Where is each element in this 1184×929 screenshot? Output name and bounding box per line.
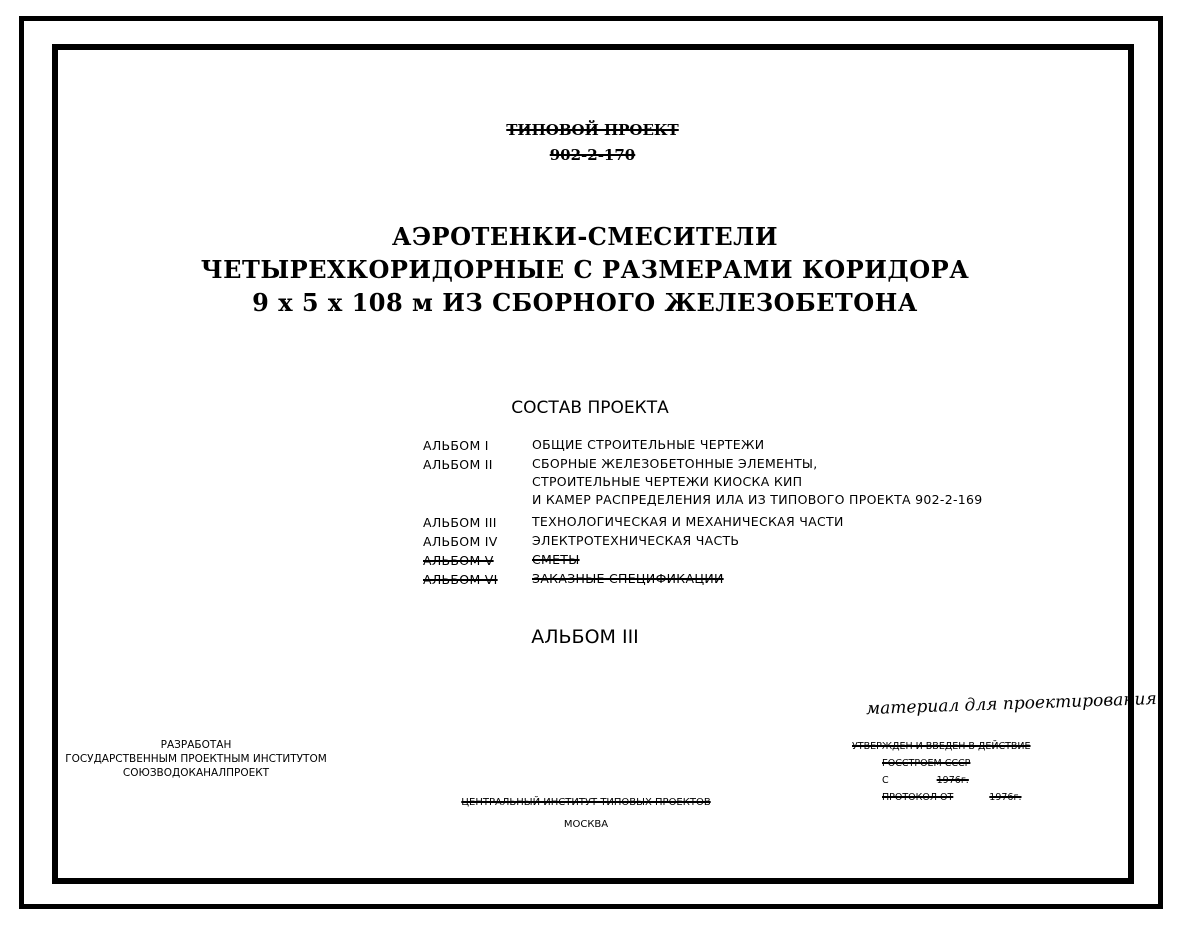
album-description-line: ТЕХНОЛОГИЧЕСКАЯ И МЕХАНИЧЕСКАЯ ЧАСТИ [532, 514, 844, 529]
developer-block [62, 738, 330, 780]
album-description-line: ЗАКАЗНЫЕ СПЕЦИФИКАЦИИ [532, 571, 724, 586]
approval-date-year: 1976г. [936, 775, 969, 786]
developer-line-1: РАЗРАБОТАН [160, 739, 232, 751]
album-description [532, 570, 1043, 589]
album-description-line: И КАМЕР РАСПРЕДЕЛЕНИЯ ИЛА ИЗ ТИПОВОГО ПРОЕКТА 902-2-169 [532, 492, 983, 507]
album-description [532, 436, 1043, 455]
developer-line-2: ГОСУДАРСТВЕННЫМ ПРОЕКТНЫМ ИНСТИТУТОМ [65, 753, 327, 765]
project-number: 902-2-170 [549, 146, 636, 164]
album-description [532, 532, 1043, 551]
album-description [532, 513, 1043, 532]
approval-protocol-year: 1976г. [989, 792, 1022, 803]
approval-line-1: УТВЕРЖДЕН И ВВЕДЕН В ДЕЙСТВИЕ [852, 741, 1031, 752]
composition-heading: СОСТАВ ПРОЕКТА [511, 398, 669, 418]
publisher-block [455, 792, 717, 836]
developer-line-3: СОЮЗВОДОКАНАЛПРОЕКТ [122, 767, 270, 779]
album-row [423, 570, 1043, 589]
album-label: АЛЬБОМ II [423, 457, 493, 472]
approval-date-prefix: С [882, 775, 889, 786]
album-label: АЛЬБОМ I [423, 438, 489, 453]
album-label: АЛЬБОМ III [423, 515, 497, 530]
album-row [423, 455, 1043, 509]
title-line-2: ЧЕТЫРЕХКОРИДОРНЫЕ С РАЗМЕРАМИ КОРИДОРА [200, 255, 970, 284]
album-row [423, 532, 1043, 551]
title-line-1: АЭРОТЕНКИ-СМЕСИТЕЛИ [391, 222, 779, 251]
album-row [423, 436, 1043, 455]
album-label: АЛЬБОМ VI [423, 572, 498, 587]
approval-line-2: ГОССТРОЕМ СССР [882, 758, 971, 769]
album-label: АЛЬБОМ V [423, 553, 494, 568]
album-label: АЛЬБОМ IV [423, 534, 498, 549]
handwritten-note: материал для проектирования [865, 688, 1158, 720]
album-description [532, 455, 1043, 509]
type-project-label: ТИПОВОЙ ПРОЕКТ [506, 121, 679, 139]
title-line-3: 9 х 5 х 108 м ИЗ СБОРНОГО ЖЕЛЕЗОБЕТОНА [252, 288, 918, 317]
album-description [532, 551, 1043, 570]
type-project-header [470, 118, 715, 168]
approval-block [852, 738, 1031, 806]
current-album: АЛЬБОМ III [531, 626, 639, 648]
album-description-line: СТРОИТЕЛЬНЫЕ ЧЕРТЕЖИ КИОСКА КИП [532, 474, 803, 489]
album-row [423, 513, 1043, 532]
album-description-line: СМЕТЫ [532, 552, 580, 567]
album-description-line: ОБЩИЕ СТРОИТЕЛЬНЫЕ ЧЕРТЕЖИ [532, 437, 765, 452]
publisher-city: МОСКВА [563, 819, 609, 830]
album-description-line: СБОРНЫЕ ЖЕЛЕЗОБЕТОННЫЕ ЭЛЕМЕНТЫ, [532, 456, 818, 471]
album-row [423, 551, 1043, 570]
publisher-name: ЦЕНТРАЛЬНЫЙ ИНСТИТУТ ТИПОВЫХ ПРОЕКТОВ [461, 797, 711, 808]
album-description-line: ЭЛЕКТРОТЕХНИЧЕСКАЯ ЧАСТЬ [532, 533, 740, 548]
album-list [423, 436, 1043, 589]
approval-protocol: ПРОТОКОЛ ОТ [882, 792, 954, 803]
